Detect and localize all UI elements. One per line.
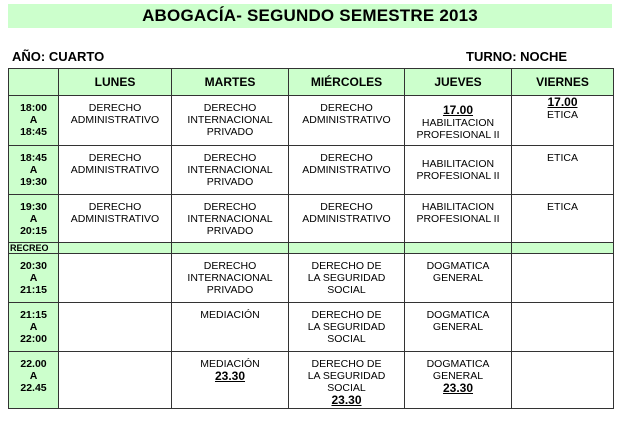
class-cell: DERECHO INTERNACIONAL PRIVADO xyxy=(172,146,289,195)
time-slot: 19:30 A 20:15 xyxy=(9,195,59,243)
class-cell: DOGMATICA GENERAL xyxy=(405,303,512,352)
day-header-viernes: VIERNES xyxy=(512,69,614,96)
class-cell: 17.00 HABILITACION PROFESIONAL II xyxy=(405,96,512,146)
corner-header xyxy=(9,69,59,96)
table-row xyxy=(9,195,614,243)
class-cell: DERECHO INTERNACIONAL PRIVADO xyxy=(172,195,289,243)
class-cell: DERECHO DE LA SEGURIDAD SOCIAL xyxy=(289,254,405,303)
break-label: RECREO xyxy=(9,243,59,254)
shift-label: TURNO: NOCHE xyxy=(466,49,568,64)
table-row xyxy=(9,254,614,303)
empty-cell xyxy=(59,303,172,352)
class-cell: MEDIACIÓN 23.30 xyxy=(172,352,289,409)
class-cell: DERECHO DE LA SEGURIDAD SOCIAL xyxy=(289,303,405,352)
header-row xyxy=(9,69,614,96)
class-cell: DERECHO ADMINISTRATIVO xyxy=(59,96,172,146)
class-cell: HABILITACION PROFESIONAL II xyxy=(405,195,512,243)
schedule-table xyxy=(8,68,614,409)
table-row xyxy=(9,352,614,409)
break-cell xyxy=(172,243,289,254)
class-cell: DERECHO ADMINISTRATIVO xyxy=(59,195,172,243)
class-cell: ETICA xyxy=(512,146,614,195)
break-cell xyxy=(512,243,614,254)
break-cell xyxy=(405,243,512,254)
class-cell: HABILITACION PROFESIONAL II xyxy=(405,146,512,195)
time-note: 23.30 xyxy=(331,393,362,407)
time-note: 23.30 xyxy=(214,369,246,383)
class-cell: DERECHO ADMINISTRATIVO xyxy=(59,146,172,195)
page-title xyxy=(8,4,612,28)
empty-cell xyxy=(59,254,172,303)
class-cell: DERECHO DE LA SEGURIDAD SOCIAL 23.30 xyxy=(289,352,405,409)
empty-cell xyxy=(59,352,172,409)
class-cell: DERECHO INTERNACIONAL PRIVADO xyxy=(172,254,289,303)
table-row xyxy=(9,303,614,352)
class-cell: DOGMATICA GENERAL 23.30 xyxy=(405,352,512,409)
day-header-miercoles: MIÉRCOLES xyxy=(289,69,405,96)
time-slot: 20:30 A 21:15 xyxy=(9,254,59,303)
time-slot: 22.00 A 22.45 xyxy=(9,352,59,409)
break-cell xyxy=(289,243,405,254)
class-cell: 17.00 ETICA xyxy=(512,96,614,146)
time-slot: 18:45 A 19:30 xyxy=(9,146,59,195)
table-row xyxy=(9,146,614,195)
time-slot: 18:00 A 18:45 xyxy=(9,96,59,146)
class-cell: MEDIACIÓN xyxy=(172,303,289,352)
time-note: 23.30 xyxy=(442,381,474,395)
break-row xyxy=(9,243,614,254)
class-cell: DERECHO ADMINISTRATIVO xyxy=(289,195,405,243)
day-header-lunes: LUNES xyxy=(59,69,172,96)
empty-cell xyxy=(512,352,614,409)
time-slot: 21:15 A 22:00 xyxy=(9,303,59,352)
break-cell xyxy=(59,243,172,254)
year-label: AÑO: CUARTO xyxy=(12,49,105,64)
class-cell: ETICA xyxy=(512,195,614,243)
table-row xyxy=(9,96,614,146)
class-cell: DERECHO ADMINISTRATIVO xyxy=(289,96,405,146)
class-cell: DERECHO ADMINISTRATIVO xyxy=(289,146,405,195)
time-note: 17.00 xyxy=(442,103,474,117)
empty-cell xyxy=(512,254,614,303)
class-cell: DERECHO INTERNACIONAL PRIVADO xyxy=(172,96,289,146)
empty-cell xyxy=(512,303,614,352)
day-header-martes: MARTES xyxy=(172,69,289,96)
page-title-text: ABOGACÍA- SEGUNDO SEMESTRE 2013 xyxy=(142,6,478,25)
day-header-jueves: JUEVES xyxy=(405,69,512,96)
time-note: 17.00 xyxy=(547,95,578,109)
class-cell: DOGMATICA GENERAL xyxy=(405,254,512,303)
